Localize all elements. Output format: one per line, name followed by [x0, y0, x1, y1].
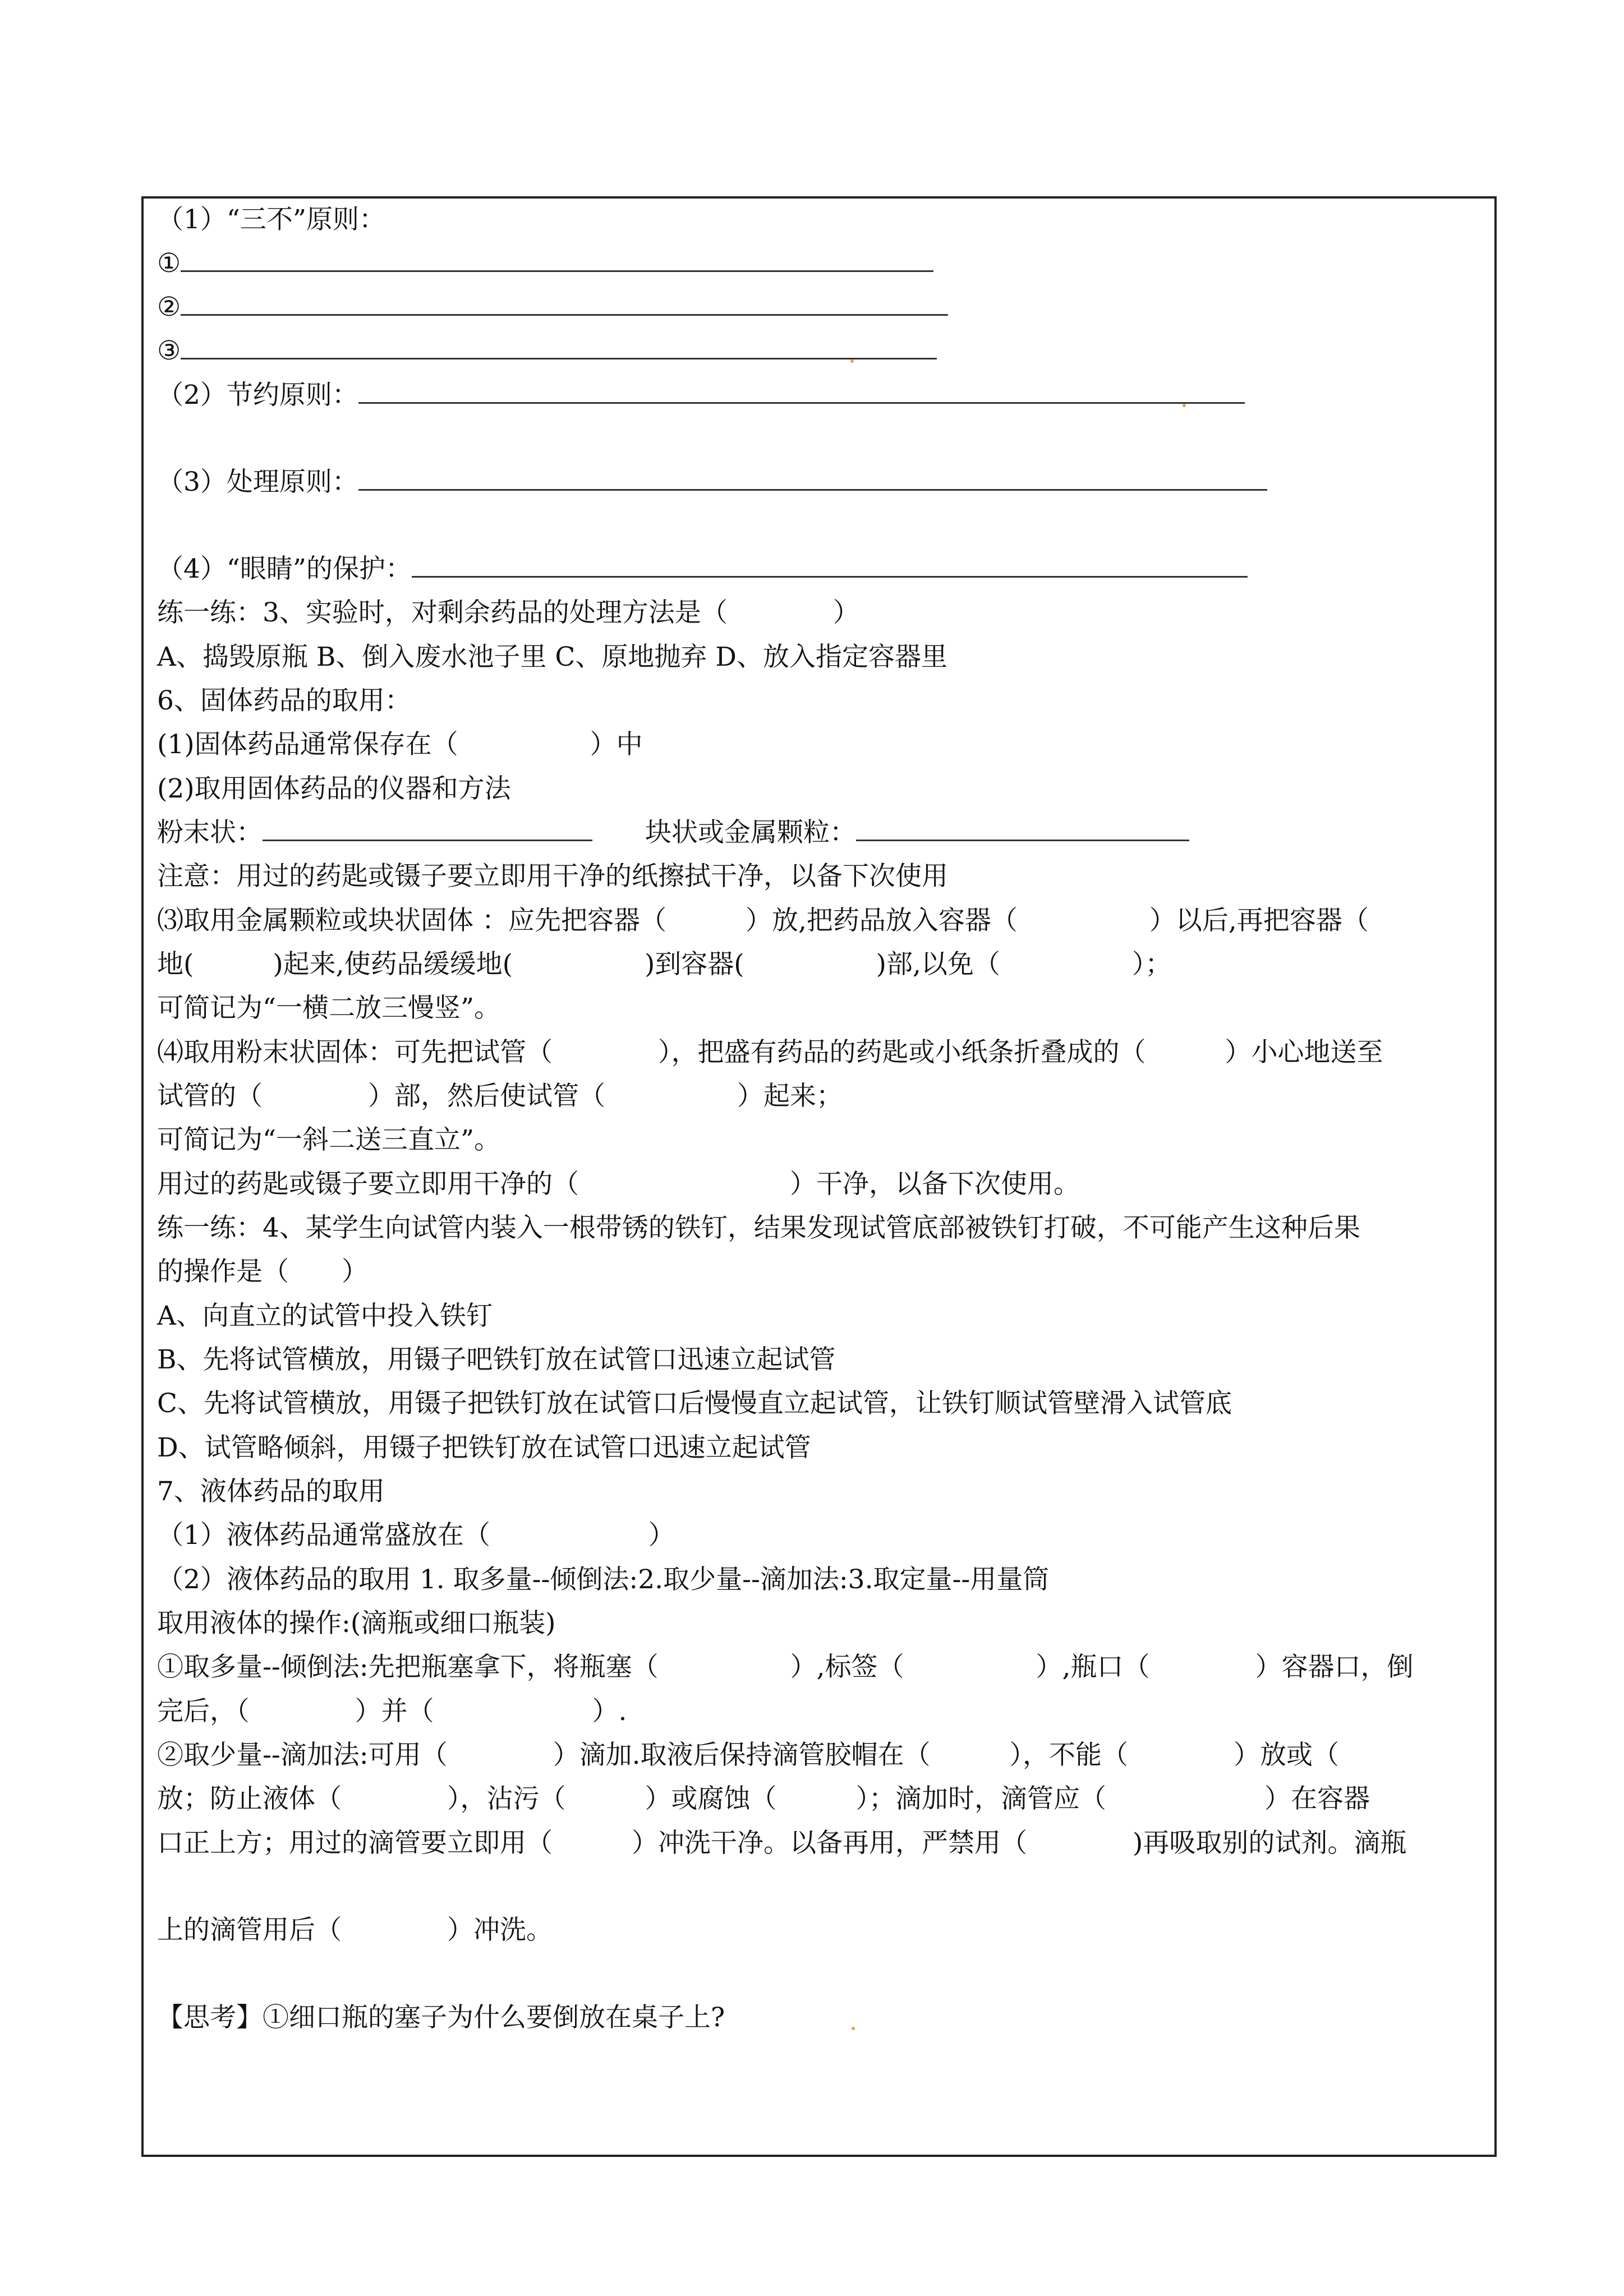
- blank-label: ①: [157, 248, 181, 279]
- blank-line-6: [157, 552, 1248, 586]
- text-line: 注意：用过的药匙或镊子要立即用干净的纸擦拭干净，以备下次使用: [157, 861, 948, 892]
- text-line: 练一练：3、实验时，对剩余药品的处理方法是（ ）: [157, 597, 859, 628]
- text-line: ①取多量--倾倒法:先把瓶塞拿下，将瓶塞（ ）,标签（ ）,瓶口（ ）容器口，倒: [157, 1652, 1414, 1682]
- text-line: C、先将试管横放，用镊子把铁钉放在试管口后慢慢直立起试管，让铁钉顺试管壁滑入试管底: [157, 1388, 1232, 1419]
- blank-underline[interactable]: [181, 248, 933, 272]
- text-line: ⑶取用金属颗粒或块状固体 ：应先把容器（ ）放,把药品放入容器（ ）以后,再把容器（: [157, 905, 1369, 936]
- text-line: 可简记为“一横二放三慢竖”。: [157, 993, 501, 1023]
- blank-line-3: [157, 334, 937, 368]
- text-line: ⑷取用粉末状固体：可先把试管（ ），把盛有药品的药匙或小纸条折叠成的（ ）小心地送至: [157, 1037, 1383, 1068]
- text-line: ②取少量--滴加法:可用（ ）滴加.取液后保持滴管胶帽在（ ），不能（ ）放或（: [157, 1740, 1340, 1771]
- blank-underline[interactable]: [358, 380, 1245, 404]
- blank-label: 块状或金属颗粒：: [645, 817, 856, 848]
- blank-line-4: [157, 379, 1245, 412]
- blank-underline[interactable]: [412, 554, 1248, 578]
- text-line: 的操作是（ ）: [157, 1256, 368, 1287]
- text-line: 7、液体药品的取用: [157, 1476, 385, 1507]
- blank-underline[interactable]: [263, 817, 592, 841]
- stray-mark: [852, 2027, 855, 2030]
- blank-label: 粉末状：: [157, 817, 263, 848]
- text-line: （2）液体药品的取用 1. 取多量--倾倒法:2.取少量--滴加法:3.取定量--用量筒: [157, 1564, 1050, 1595]
- blank-line-2: [157, 291, 948, 324]
- text-line: 试管的（ ）部，然后使试管（ ）起来；: [157, 1081, 843, 1112]
- text-line: 用过的药匙或镊子要立即用干净的（ ）干净，以备下次使用。: [157, 1169, 1080, 1200]
- text-line: (1)固体药品通常保存在（ ）中: [157, 729, 643, 760]
- text-line: 完后，（ ）并（ ）.: [157, 1696, 627, 1727]
- text-line: D、试管略倾斜，用镊子把铁钉放在试管口迅速立起试管: [157, 1432, 811, 1463]
- blank-underline[interactable]: [856, 817, 1189, 841]
- blank-label: ③: [157, 335, 181, 366]
- blank-line-7: [157, 816, 1189, 850]
- blank-label: （2）节约原则：: [157, 380, 358, 411]
- blank-label: （3）处理原则：: [157, 467, 358, 497]
- blank-underline[interactable]: [181, 335, 937, 359]
- stray-mark: [1183, 404, 1186, 407]
- text-line: （1）“三不”原则：: [157, 204, 385, 235]
- blank-line-1: [157, 247, 933, 280]
- blank-line-5: [157, 465, 1267, 499]
- text-line: 放；防止液体（ ），沾污（ ）或腐蚀（ ）；滴加时，滴管应（ ）在容器: [157, 1783, 1370, 1814]
- stray-mark: [850, 359, 854, 363]
- blank-label: ②: [157, 292, 181, 322]
- text-line: 练一练：4、某学生向试管内装入一根带锈的铁钉，结果发现试管底部被铁钉打破，不可能产生这种后果: [157, 1212, 1360, 1243]
- text-line: A、向直立的试管中投入铁钉: [157, 1301, 493, 1331]
- text-line: 上的滴管用后（ ）冲洗。: [157, 1915, 553, 1945]
- text-line: 取用液体的操作:(滴瓶或细口瓶装): [157, 1608, 556, 1639]
- text-line: (2)取用固体药品的仪器和方法: [157, 773, 511, 804]
- text-line: 6、固体药品的取用：: [157, 685, 411, 716]
- blank-underline[interactable]: [358, 467, 1267, 491]
- text-line: 可简记为“一斜二送三直立”。: [157, 1124, 501, 1155]
- blank-label: （4）“眼睛”的保护：: [157, 554, 412, 584]
- text-line: 口正上方；用过的滴管要立即用（ ）冲洗干净。以备再用，严禁用（ )再吸取别的试剂。滴瓶: [157, 1828, 1407, 1859]
- text-line: A、捣毁原瓶 B、倒入废水池子里 C、原地抛弃 D、放入指定容器里: [157, 642, 947, 672]
- text-line: 地( )起来,使药品缓缓地( )到容器( )部,以免（ ）；: [157, 949, 1172, 980]
- text-line: 【思考】①细口瓶的塞子为什么要倒放在桌子上?: [157, 2002, 725, 2033]
- text-line: B、先将试管横放，用镊子吧铁钉放在试管口迅速立起试管: [157, 1344, 836, 1375]
- text-line: （1）液体药品通常盛放在（ ）: [157, 1520, 675, 1551]
- blank-underline[interactable]: [181, 292, 948, 316]
